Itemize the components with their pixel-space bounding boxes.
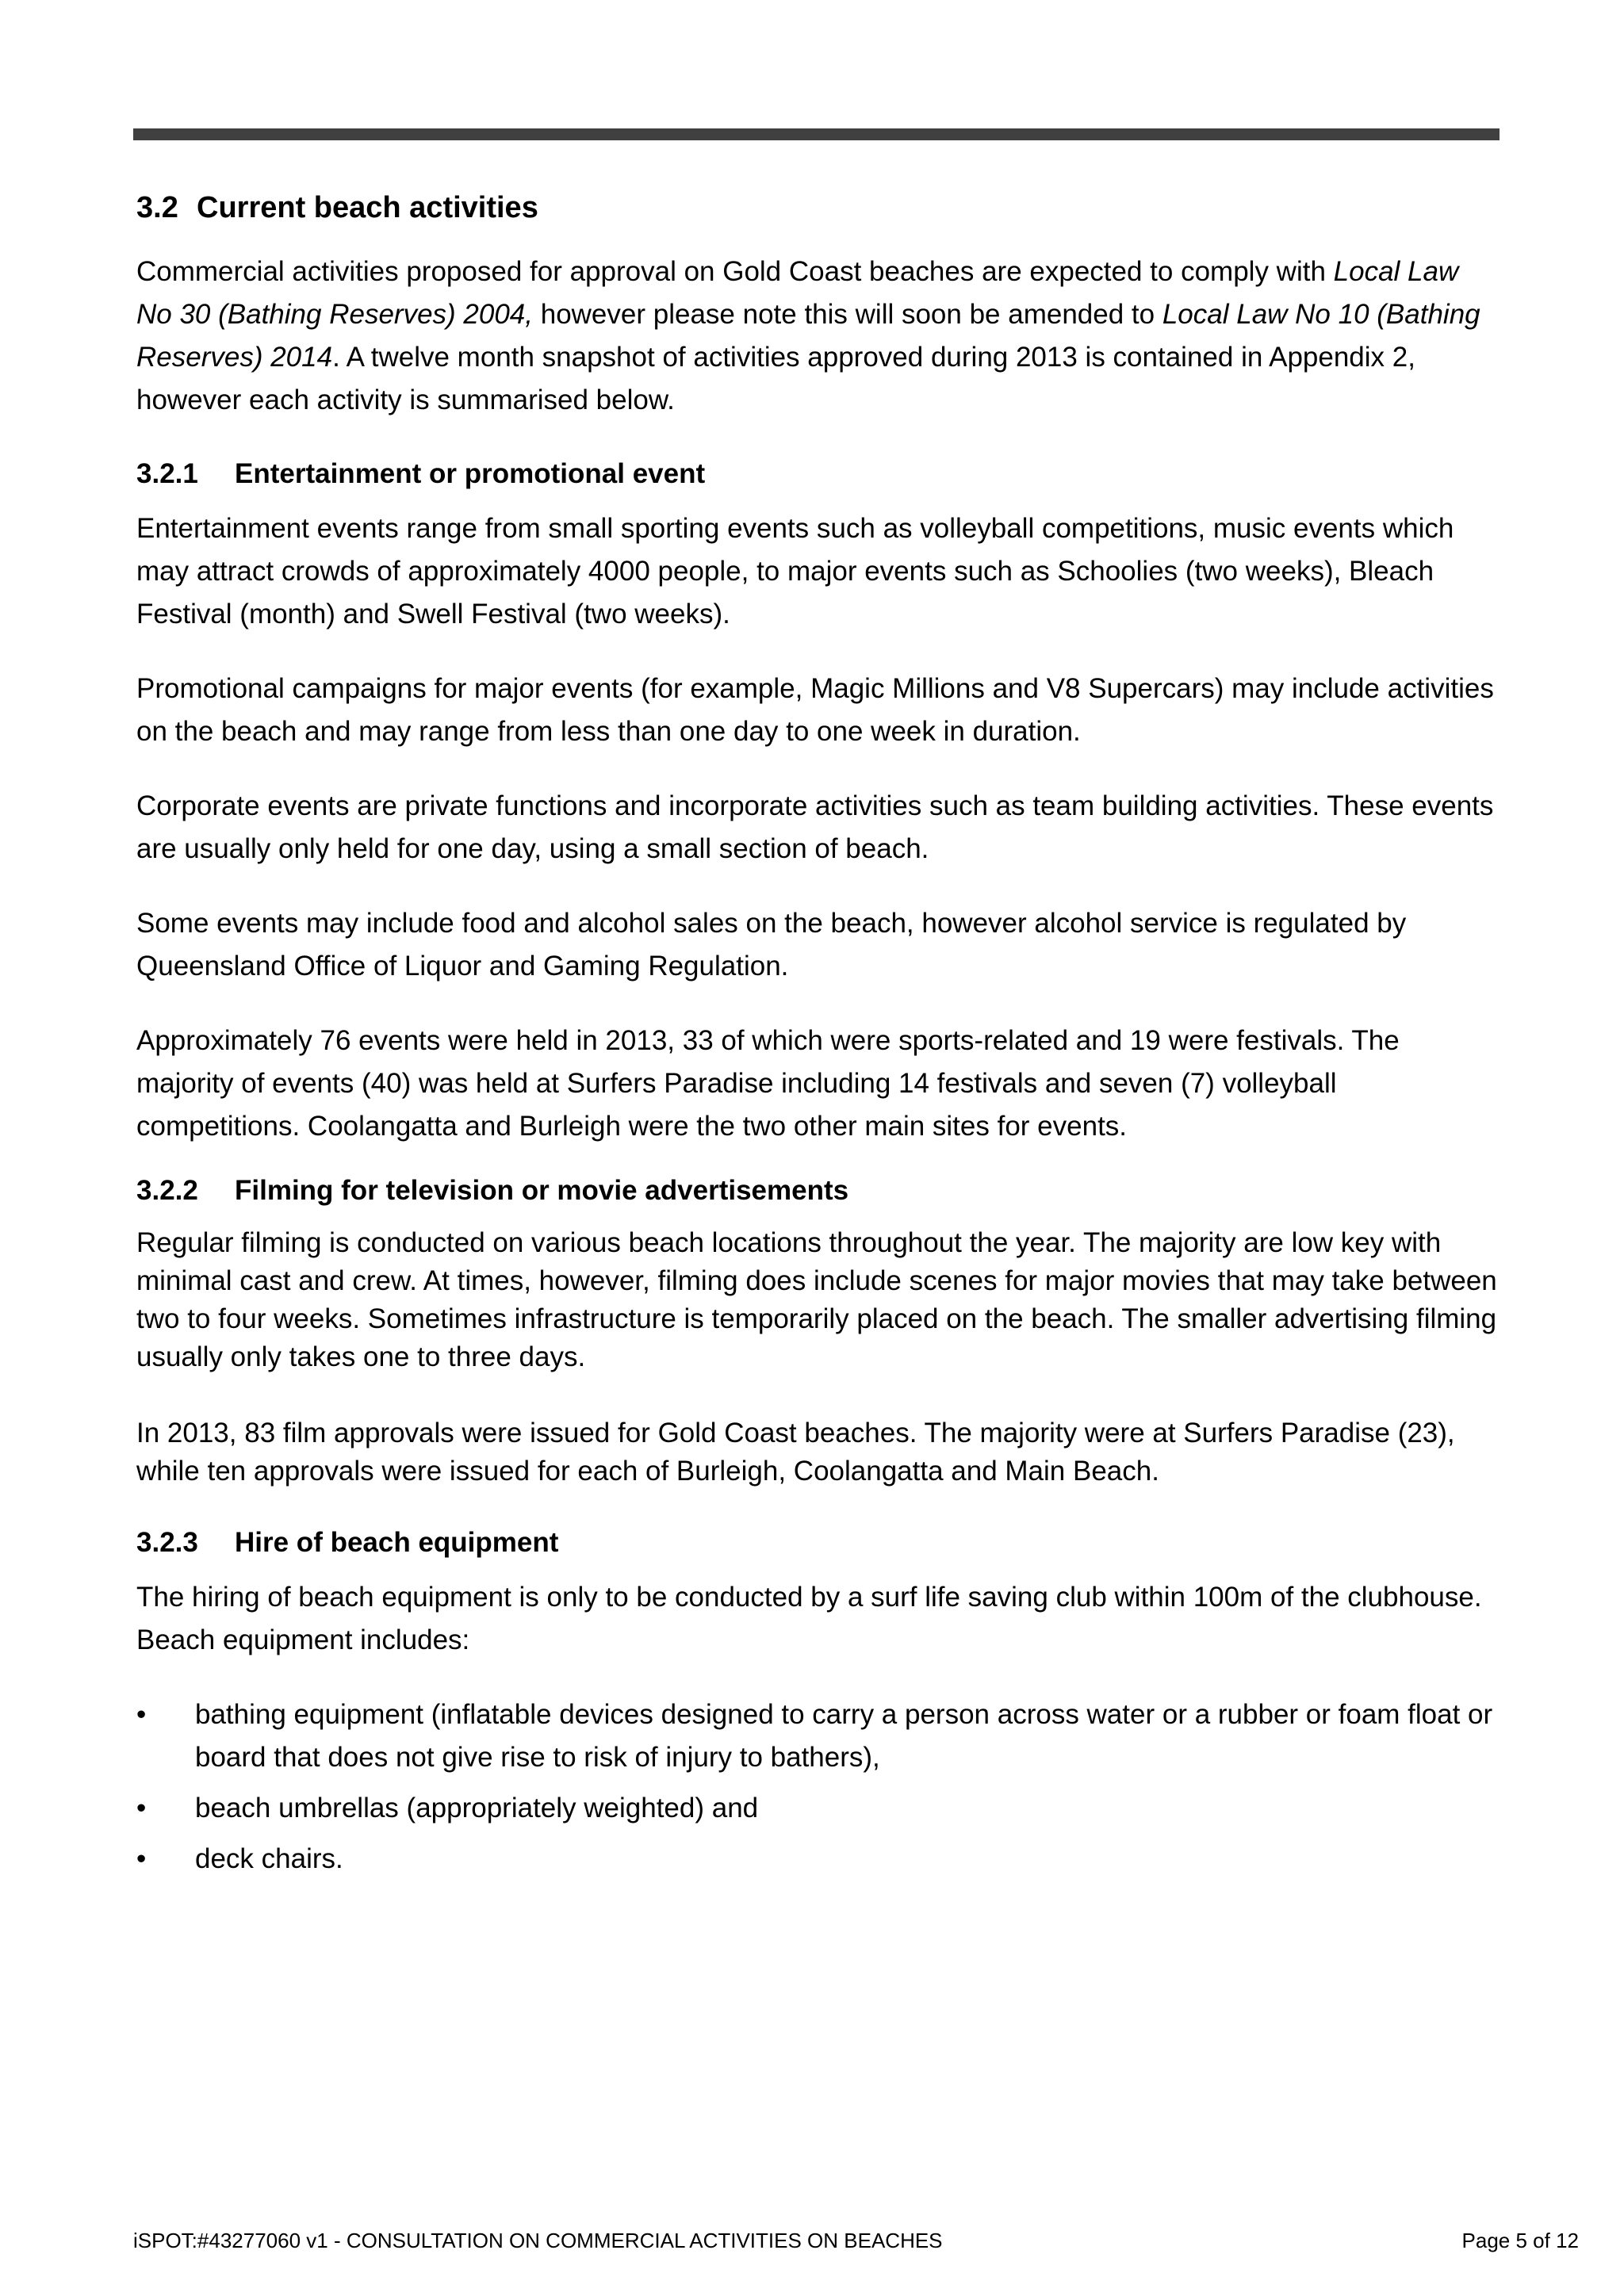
paragraph: Corporate events are private functions and incorporate activities such as team building activities. These events are usually only held for one day, using a small section of beach. [136,790,1494,864]
section-heading [136,184,1497,232]
intro-law-2: Local Law No 10 (Bathing Reserves) 2014 [136,299,1480,373]
paragraph: In 2013, 83 film approvals were issued for Gold Coast beaches. The majority were at Surfers Paradise (23), while ten approvals were issued for each of Burleigh, Coolangatta and Main Beach. [136,1418,1455,1487]
intro-text-3: . A twelve month snapshot of activities approved during 2013 is contained in Appendix 2, however each activity is summarised below. [136,342,1415,415]
paragraph: Entertainment events range from small sporting events such as volleyball competitions, music events which may attract crowds of approximately 4000 people, to major events such as Schoolies (two weeks), Bleach Festival (month) and Swell Festival (two weeks). [136,513,1454,629]
list-item-text: beach umbrellas (appropriately weighted) and [195,1793,759,1823]
intro-law-1: Local Law No 30 (Bathing Reserves) 2004, [136,256,1459,330]
bullet-icon: • [136,1699,147,1730]
footer-document-id: iSPOT:#43277060 v1 - CONSULTATION ON COMMERCIAL ACTIVITIES ON BEACHES [133,2229,943,2252]
subsection-title: Hire of beach equipment [235,1527,559,1558]
paragraph: The hiring of beach equipment is only to be conducted by a surf life saving club within 100m of the clubhouse. Beach equipment includes: [136,1582,1482,1655]
bullet-icon: • [136,1793,147,1823]
paragraph: Approximately 76 events were held in 2013, 33 of which were sports-related and 19 were festivals. The majority of events (40) was held at Surfers Paradise including 14 festivals and seven (7) volleyball competitions. Coolangatta and Burleigh were the two other main sites for events. [136,1025,1400,1142]
paragraph: Some events may include food and alcohol sales on the beach, however alcohol service is regulated by Queensland Office of Liquor and Gaming Regulation. [136,908,1407,982]
page-content [136,184,1497,1888]
list-item [136,1787,1497,1830]
subsection-number: 3.2.3 [136,1527,198,1558]
header-rule [133,128,1500,140]
section-title: Current beach activities [197,191,538,224]
list-item-text: deck chairs. [195,1843,343,1874]
footer-page-number: Page 5 of 12 [1461,2229,1579,2252]
subsection-title: Filming for television or movie advertisements [235,1175,849,1206]
list-item-text: bathing equipment (inflatable devices designed to carry a person across water or a rubber or foam float or board that does not give rise to risk of injury to bathers), [195,1699,1493,1773]
subsection-number: 3.2.1 [136,458,198,489]
equipment-list [136,1693,1497,1881]
section-number: 3.2 [136,191,178,224]
intro-paragraph [136,251,1497,422]
intro-text-2: however please note this will soon be amended to [533,299,1162,330]
subsection-heading-321 [136,453,1497,495]
intro-text-1: Commercial activities proposed for approval on Gold Coast beaches are expected to comply with [136,256,1334,287]
subsection-heading-322 [136,1170,1497,1211]
bullet-icon: • [136,1843,147,1874]
subsection-number: 3.2.2 [136,1175,198,1206]
subsection-title: Entertainment or promotional event [235,458,706,489]
list-item [136,1693,1497,1779]
list-item [136,1838,1497,1881]
subsection-heading-323 [136,1522,1497,1563]
paragraph: Promotional campaigns for major events (for example, Magic Millions and V8 Supercars) may include activities on the beach and may range from less than one day to one week in duration. [136,673,1494,747]
paragraph: Regular filming is conducted on various beach locations throughout the year. The majority are low key with minimal cast and crew. At times, however, filming does include scenes for major movies that may take between two to four weeks. Sometimes infrastructure is temporarily placed on the beach. The smaller advertising filming usually only takes one to three days. [136,1227,1497,1372]
